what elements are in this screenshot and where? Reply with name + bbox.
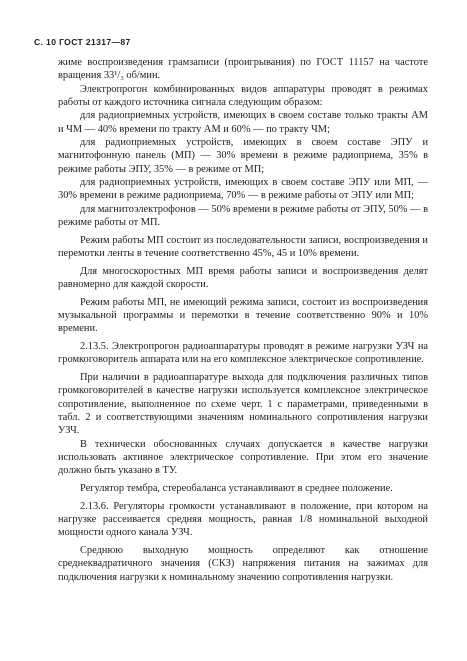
paragraph: Режим работы МП, не имеющий режима записи, состоит из воспроизведения музыкальной программы и перемотки в течение соответственно 90% и 10% времени. — [58, 296, 428, 335]
paragraph: Электропрогон комбинированных видов аппаратуры проводят в режимах работы от каждого источника сигнала следующим образом: — [58, 83, 428, 109]
paragraph: При наличии в радиоаппаратуре выхода для подключения различных типов громкоговорителей в качестве нагрузки используется комплексное электрическое сопротивление, выполненное по схеме черт. 1 с параметрами, приведенными в табл. 2 и соответствующими значениям номинального сопротивления нагрузки УЗЧ. — [58, 372, 428, 437]
paragraph: жиме воспроизведения грамзаписи (проигрывания) по ГОСТ 11157 на частоте вращения 33¹/₃ об/мин. — [58, 57, 428, 82]
paragraph: Режим работы МП состоит из последовательности записи, воспроизведения и перемотки ленты в течение соответственно 45%, 45 и 10% времени. — [58, 234, 428, 260]
paragraph: Регулятор тембра, стереобаланса устанавливают в среднее положение. — [80, 483, 393, 495]
paragraph: Среднюю выходную мощность определяют как отношение среднеквадратичного значения (СКЗ) напряжения питания на зажимах для подключения нагрузки к номинальному значению сопротивления нагрузки. — [58, 545, 428, 583]
paragraph: В технически обоснованных случаях допускается в качестве нагрузки использовать активное электрическое сопротивление. При этом его значение должно быть указано в ТУ. — [58, 438, 428, 477]
paragraph: Для многоскоростных МП время работы записи и воспроизведения делят равномерно для каждой скорости. — [58, 265, 428, 291]
paragraph: для радиоприемных устройств, имеющих в своем составе только тракты АМ и ЧМ — 40% времени по тракту АМ и 60% — по тракту ЧМ; — [58, 110, 428, 135]
paragraph: 2.13.6. Регуляторы громкости устанавливают в положение, при котором на нагрузке рассеивается средняя мощность, равная 1/8 номинальной выходной мощности одного канала УЗЧ. — [58, 500, 428, 539]
paragraph: для магнитоэлектрофонов — 50% времени в режиме работы от ЭПУ, 50% — в режиме работы от МП. — [58, 203, 428, 229]
paragraph: для радиоприемных устройств, имеющих в своем составе ЭПУ и магнитофонную панель (МП) — 30% времени в режиме радиоприема, 35% в режиме работы ЭПУ, 35% — в режиме от МП; — [58, 137, 428, 175]
page-header: С. 10 ГОСТ 21317—87 — [34, 37, 131, 47]
paragraph: 2.13.5. Электропрогон радиоаппаратуры проводят в режиме нагрузки УЗЧ на громкоговоритель аппарата или на его комплексное электрическое сопротивление. — [58, 341, 428, 366]
paragraph: для радиоприемных устройств, имеющих в своем составе ЭПУ или МП, — 30% времени в режиме радиоприема, 70% — в режиме работы от ЭПУ или МП; — [58, 177, 428, 202]
document-body — [58, 56, 428, 584]
